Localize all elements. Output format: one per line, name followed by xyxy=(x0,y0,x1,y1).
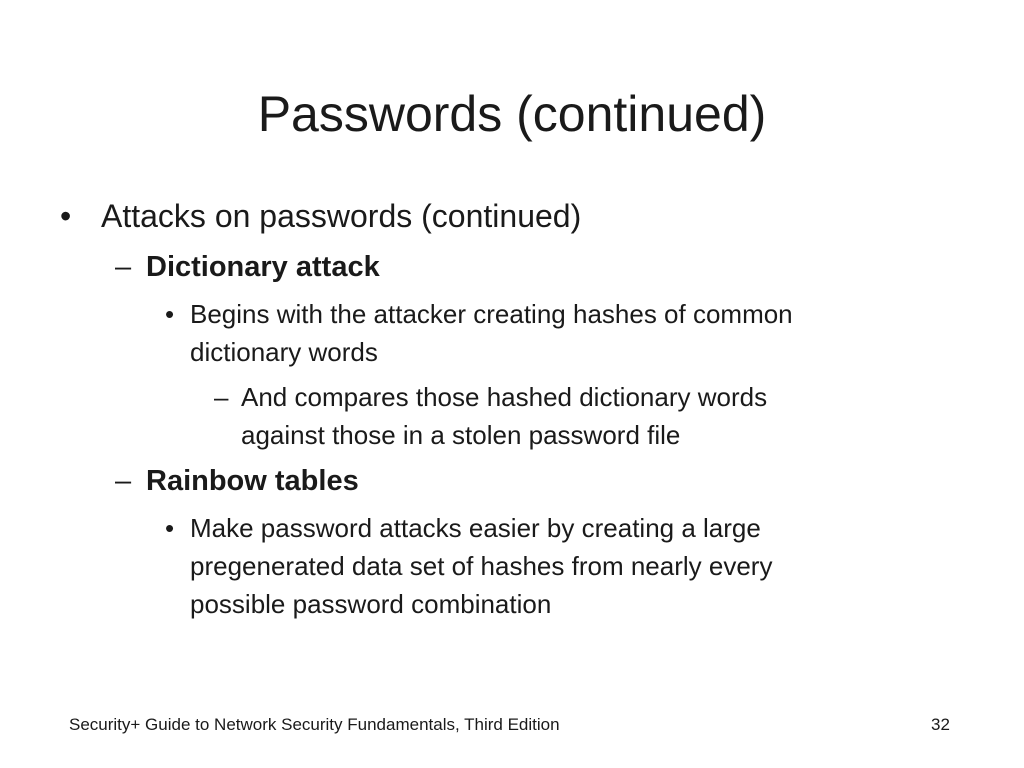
rainbow-sub-line-3: possible password combination xyxy=(190,589,552,619)
rainbow-sub-line-1: Make password attacks easier by creating a large xyxy=(190,513,761,543)
dictionary-subsub-line-2: against those in a stolen password file xyxy=(241,420,681,450)
dash-marker: – xyxy=(115,465,132,497)
bullet-attacks-on-passwords: Attacks on passwords (continued) xyxy=(101,198,582,234)
dash-marker: – xyxy=(115,251,132,283)
heading-dictionary-attack: Dictionary attack xyxy=(146,251,380,283)
bullet-marker: • xyxy=(60,198,72,234)
slide-title: Passwords (continued) xyxy=(257,86,767,142)
sub-bullet-marker: • xyxy=(165,513,175,543)
rainbow-sub-line-2: pregenerated data set of hashes from nearly every xyxy=(190,551,773,581)
heading-rainbow-tables: Rainbow tables xyxy=(146,465,359,497)
dictionary-subsub-line-1: And compares those hashed dictionary words xyxy=(241,382,768,412)
dictionary-sub-line-2: dictionary words xyxy=(190,337,378,367)
sub-bullet-marker: • xyxy=(165,299,175,329)
footer-book-title: Security+ Guide to Network Security Fundamentals, Third Edition xyxy=(69,715,560,734)
sub-dash-marker: – xyxy=(214,382,229,412)
dictionary-sub-line-1: Begins with the attacker creating hashes of common xyxy=(190,299,793,329)
footer-page-number: 32 xyxy=(931,715,950,734)
